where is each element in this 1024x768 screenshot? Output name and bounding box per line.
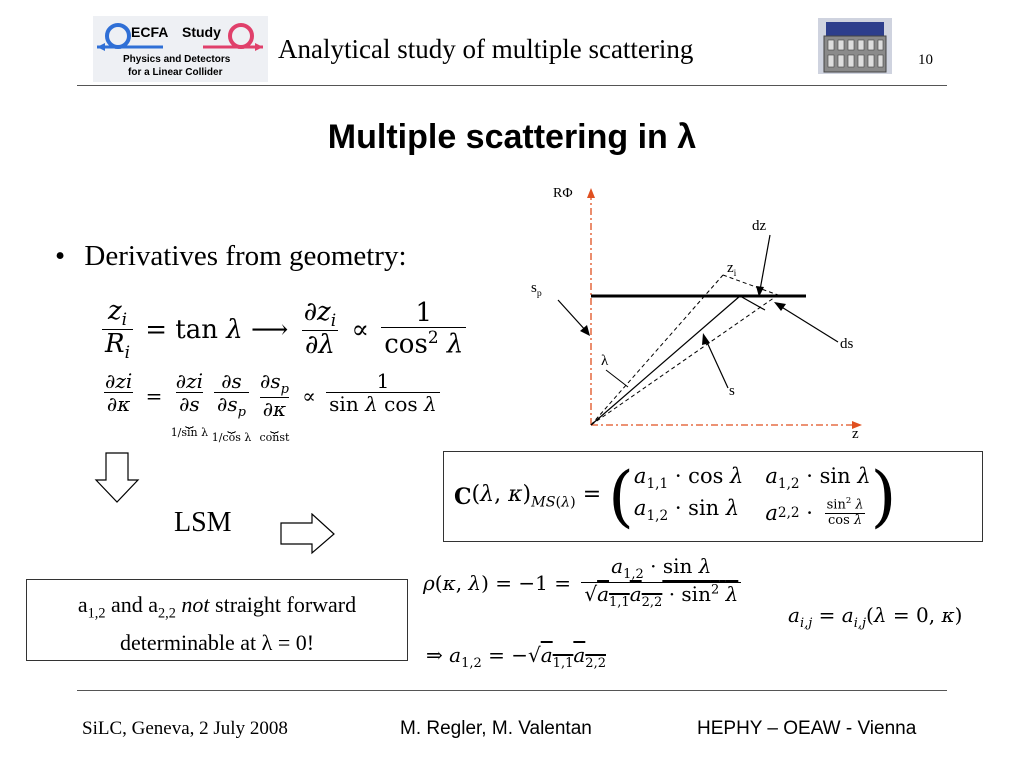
geometry-diagram-svg	[520, 180, 870, 445]
underbrace-2: 1/cos λ	[211, 430, 252, 444]
footer-left: SiLC, Geneva, 2 July 2008	[82, 718, 288, 739]
slide-heading: Multiple scattering in λ	[327, 118, 697, 156]
underbrace-1: 1/sin λ	[170, 426, 209, 439]
logo-left-word: ECFA	[131, 24, 169, 40]
label-s: s	[729, 383, 735, 399]
header-divider	[77, 85, 947, 86]
note-line1: $a_{1,2}$ and $a_{2,2}$ not straight forward	[77, 592, 357, 622]
footer-right: HEPHY – OEAW - Vienna	[697, 718, 917, 739]
lsm-label: LSM	[174, 507, 232, 538]
equation-derivative-kappa: $\frac{\partial zi}{\partial\kappa}$ = $\frac{\partial zi}{\partial s}$ ⏟ 1/sin λ $\frac{\partial s}{\partial s_p}$ ⏟ 1/cos λ $\frac{\partial s_p}{\partial\kappa}$ ⏟ const ∝ $\frac{1}{\text{sin λ cos λ}}$	[98, 370, 444, 444]
underbrace-3: const	[259, 431, 290, 445]
bullet-text: Derivatives from geometry:	[84, 240, 407, 272]
equation-derivative-lambda: $\frac{z_i}{R_i}$ = tan λ ⟶ $\frac{\partial z_i}{\partial\lambda}$ ∝ $\frac{1}{\cos^2 \lambda}$	[98, 297, 470, 362]
down-arrow-icon	[94, 452, 140, 504]
axis-label-rphi: RΦ	[553, 186, 573, 201]
right-arrow-icon	[280, 513, 336, 555]
logo-right-word: Study	[182, 24, 221, 40]
geometry-diagram	[520, 180, 870, 445]
equation-a12: ⇒ $a_{1,2} = -√a_{1,1}a_{2,2}$	[426, 643, 606, 671]
header-title: Analytical study of multiple scattering	[278, 34, 694, 64]
equation-rho: ρ ( κ , λ ) = −1 = $\frac{a_{1,2} \cdot \sin \lambda}{√a_{1,1}a_{2,2} \cdot \sin^2 \lambda}$	[423, 555, 745, 611]
label-lambda: λ	[601, 353, 609, 369]
bullet-dot: •	[55, 240, 66, 272]
axis-label-z: z	[852, 426, 859, 442]
bullet-item	[55, 240, 407, 273]
note-line2: determinable at λ = 0!	[119, 630, 315, 656]
logo-line1: Physics and Detectors	[123, 54, 231, 65]
building-icon	[818, 18, 892, 74]
covariance-matrix-box: C (λ, $\kappa)_{MS(\lambda)}$ = ( $a_{1,1} \cdot \cos \lambda$ $a_{1,2} \cdot \sin \lambda$ $a_{1,2} \cdot \sin \lambda$ a 2,2 · $\frac{\sin^2 \lambda}{\text{cos λ}}$ )	[443, 451, 983, 542]
logo-line2: for a Linear Collider	[128, 67, 223, 78]
label-ds: ds	[840, 336, 854, 352]
footer-divider	[77, 690, 947, 691]
label-dz: dz	[752, 218, 767, 234]
page-number: 10	[918, 52, 933, 68]
footer-center: M. Regler, M. Valentan	[400, 718, 592, 739]
note-box	[26, 579, 408, 661]
ecfa-logo	[93, 16, 268, 82]
label-zi: $z_i$	[727, 260, 737, 279]
equation-aij: $a_{i,j} = a_{i,j}(\lambda = 0$, κ)	[788, 603, 963, 631]
label-sp: $s_p$	[531, 280, 542, 299]
